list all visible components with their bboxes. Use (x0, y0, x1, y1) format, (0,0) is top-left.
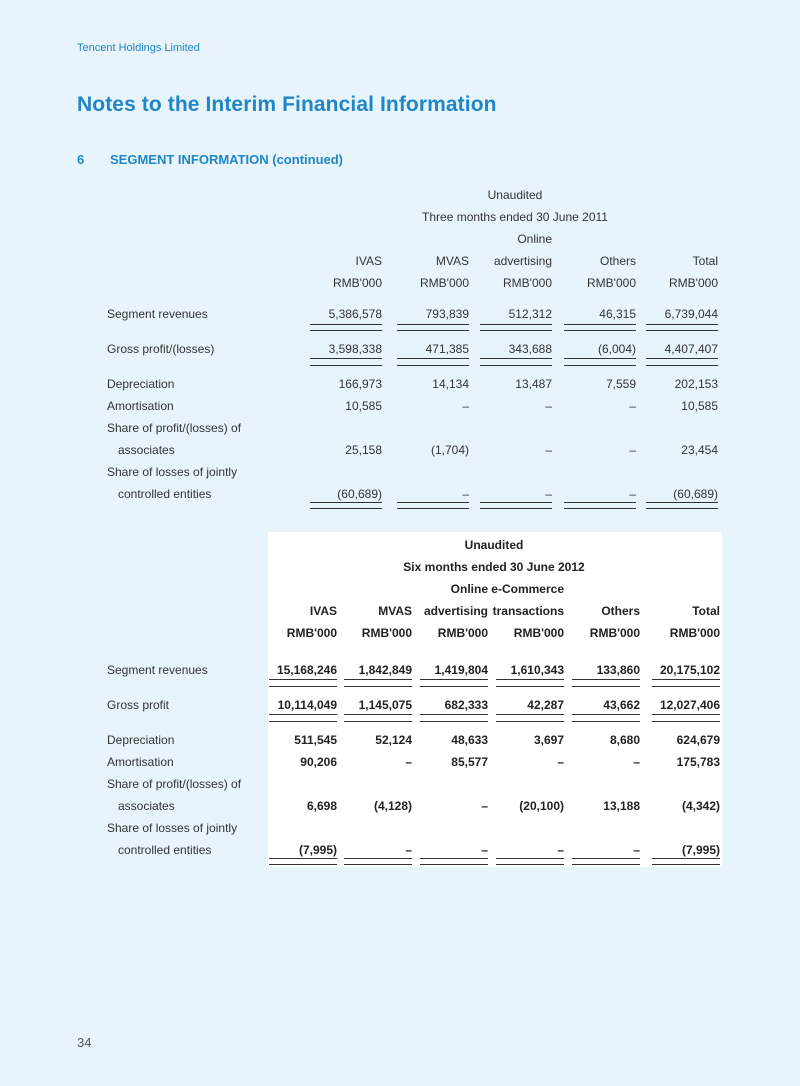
page-number: 34 (77, 1035, 92, 1050)
underline-rule (420, 714, 488, 715)
underline-rule (344, 679, 412, 680)
underline-rule (310, 508, 382, 509)
table-cell: 133,860 (596, 663, 640, 677)
underline-rule (397, 365, 469, 366)
row-label-continued: controlled entities (118, 843, 212, 857)
table-cell: (20,100) (519, 799, 564, 813)
page-title: Notes to the Interim Financial Information (77, 93, 497, 116)
table-cell: 202,153 (674, 377, 718, 391)
table-cell: (6,004) (597, 342, 636, 356)
column-unit: RMB'000 (513, 626, 564, 640)
table-cell: 10,585 (345, 399, 382, 413)
underline-rule (496, 686, 564, 687)
table-cell: 15,168,246 (276, 663, 337, 677)
underline-rule (572, 679, 640, 680)
underline-rule (646, 324, 718, 325)
table-cell: 3,697 (533, 733, 564, 747)
table-cell: – (629, 487, 636, 501)
section-number: 6 (77, 152, 85, 167)
row-label-continued: associates (118, 799, 175, 813)
underline-rule (572, 714, 640, 715)
underline-rule (420, 686, 488, 687)
table-cell: 5,386,578 (328, 307, 382, 321)
underline-rule (564, 365, 636, 366)
table-cell: – (633, 843, 640, 857)
table-cell: (4,128) (373, 799, 412, 813)
underline-rule (480, 365, 552, 366)
table-cell: – (633, 755, 640, 769)
underline-rule (564, 508, 636, 509)
row-label: Gross profit/(losses) (107, 342, 215, 356)
underline-rule (480, 330, 552, 331)
table-cell: 42,287 (527, 698, 564, 712)
underline-rule (564, 358, 636, 359)
table-period-label: Three months ended 30 June 2011 (422, 210, 608, 224)
underline-rule (397, 324, 469, 325)
table-cell: 7,559 (605, 377, 636, 391)
table-cell: 12,027,406 (659, 698, 720, 712)
row-label: Amortisation (107, 399, 174, 413)
table-cell: 48,633 (451, 733, 488, 747)
underline-rule (646, 365, 718, 366)
row-label: Share of profit/(losses) of (107, 777, 242, 791)
table-cell: – (405, 755, 412, 769)
underline-rule (344, 721, 412, 722)
underline-rule (420, 864, 488, 865)
table-cell: 3,598,338 (328, 342, 382, 356)
underline-rule (310, 502, 382, 503)
column-header: transactions (492, 604, 564, 618)
row-label: Share of losses of jointly (107, 465, 238, 479)
column-header-top: Online (450, 582, 488, 596)
underline-rule (420, 858, 488, 859)
table-cell: 10,585 (681, 399, 718, 413)
row-label: Segment revenues (107, 663, 208, 677)
underline-rule (397, 502, 469, 503)
table-cell: 1,145,075 (358, 698, 412, 712)
table-cell: (60,689) (673, 487, 718, 501)
table-cell: 90,206 (300, 755, 337, 769)
row-label: Share of profit/(losses) of (107, 421, 242, 435)
column-header-top: Online (517, 232, 552, 246)
row-label: Gross profit (107, 698, 170, 712)
table-cell: – (481, 843, 488, 857)
underline-rule (564, 324, 636, 325)
column-unit: RMB'000 (437, 626, 488, 640)
table-cell: 23,454 (681, 443, 718, 457)
underline-rule (269, 721, 337, 722)
column-header: advertising (493, 254, 552, 268)
table-cell: – (481, 799, 488, 813)
row-label: Depreciation (107, 733, 175, 747)
underline-rule (572, 864, 640, 865)
underline-rule (646, 358, 718, 359)
underline-rule (572, 721, 640, 722)
table-cell: (60,689) (337, 487, 382, 501)
column-header-top: e-Commerce (491, 582, 564, 596)
underline-rule (646, 330, 718, 331)
table-audit-label: Unaudited (487, 188, 543, 202)
table-cell: (7,995) (681, 843, 720, 857)
underline-rule (344, 686, 412, 687)
table-cell: 85,577 (451, 755, 488, 769)
underline-rule (652, 686, 720, 687)
table-audit-label: Unaudited (464, 538, 524, 552)
underline-rule (480, 358, 552, 359)
underline-rule (269, 858, 337, 859)
table-cell: 682,333 (444, 698, 488, 712)
table-cell: 1,842,849 (358, 663, 412, 677)
underline-rule (310, 358, 382, 359)
underline-rule (646, 508, 718, 509)
underline-rule (269, 864, 337, 865)
underline-rule (652, 679, 720, 680)
table-cell: – (545, 487, 552, 501)
table-cell: – (557, 755, 564, 769)
table-cell: (1,704) (430, 443, 469, 457)
table-cell: – (405, 843, 412, 857)
section-heading (77, 152, 343, 167)
table-cell: 8,680 (609, 733, 640, 747)
column-header: advertising (423, 604, 488, 618)
column-header: MVAS (435, 254, 469, 268)
underline-rule (344, 714, 412, 715)
column-header: IVAS (355, 254, 382, 268)
underline-rule (496, 858, 564, 859)
table-cell: 4,407,407 (664, 342, 718, 356)
table-cell: 14,134 (432, 377, 469, 391)
table-cell: 175,783 (676, 755, 720, 769)
table-cell: – (629, 399, 636, 413)
table-cell: 471,385 (425, 342, 469, 356)
underline-rule (652, 864, 720, 865)
underline-rule (572, 686, 640, 687)
column-unit: RMB'000 (420, 276, 469, 290)
section-title: SEGMENT INFORMATION (continued) (110, 152, 344, 167)
company-name: Tencent Holdings Limited (77, 42, 200, 54)
table-cell: 13,188 (603, 799, 640, 813)
table-cell: 25,158 (345, 443, 382, 457)
table-cell: 43,662 (603, 698, 640, 712)
table-cell: (4,342) (681, 799, 720, 813)
table-cell: 1,610,343 (510, 663, 564, 677)
column-unit: RMB'000 (361, 626, 412, 640)
underline-rule (420, 721, 488, 722)
underline-rule (480, 508, 552, 509)
row-label: Depreciation (107, 377, 175, 391)
underline-rule (269, 686, 337, 687)
column-unit: RMB'000 (589, 626, 640, 640)
column-header: IVAS (309, 604, 337, 618)
table-cell: 793,839 (425, 307, 469, 321)
underline-rule (652, 714, 720, 715)
row-label: Share of losses of jointly (107, 821, 238, 835)
underline-rule (269, 714, 337, 715)
underline-rule (344, 864, 412, 865)
table-cell: 13,487 (515, 377, 552, 391)
column-unit: RMB'000 (333, 276, 382, 290)
underline-rule (496, 679, 564, 680)
table-cell: 10,114,049 (277, 698, 337, 712)
column-header: MVAS (378, 604, 412, 618)
table-cell: – (545, 443, 552, 457)
table-cell: 20,175,102 (659, 663, 720, 677)
column-header: Others (599, 254, 636, 268)
underline-rule (480, 502, 552, 503)
table-cell: – (545, 399, 552, 413)
table-cell: – (462, 399, 469, 413)
underline-rule (397, 330, 469, 331)
table-cell: 512,312 (508, 307, 552, 321)
row-label: Amortisation (107, 755, 174, 769)
column-unit: RMB'000 (669, 626, 720, 640)
underline-rule (420, 679, 488, 680)
underline-rule (397, 358, 469, 359)
row-label-continued: associates (118, 443, 175, 457)
underline-rule (496, 714, 564, 715)
column-header: Total (692, 254, 718, 268)
table-cell: 6,739,044 (664, 307, 718, 321)
column-header: Others (601, 604, 640, 618)
column-unit: RMB'000 (669, 276, 718, 290)
row-label: Segment revenues (107, 307, 208, 321)
table-period-label: Six months ended 30 June 2012 (403, 560, 585, 574)
table-cell: 166,973 (338, 377, 382, 391)
table-cell: 46,315 (599, 307, 636, 321)
underline-rule (652, 721, 720, 722)
table-cell: 343,688 (508, 342, 552, 356)
column-header: Total (692, 604, 720, 618)
table-cell: (7,995) (298, 843, 337, 857)
underline-rule (310, 330, 382, 331)
row-label-continued: controlled entities (118, 487, 212, 501)
underline-rule (496, 864, 564, 865)
table-cell: – (557, 843, 564, 857)
underline-rule (564, 330, 636, 331)
underline-rule (344, 858, 412, 859)
underline-rule (480, 324, 552, 325)
table-cell: – (462, 487, 469, 501)
column-unit: RMB'000 (286, 626, 337, 640)
table-cell: 624,679 (676, 733, 720, 747)
column-unit: RMB'000 (587, 276, 636, 290)
underline-rule (269, 679, 337, 680)
table-cell: 1,419,804 (434, 663, 488, 677)
underline-rule (310, 365, 382, 366)
underline-rule (496, 721, 564, 722)
underline-rule (652, 858, 720, 859)
underline-rule (572, 858, 640, 859)
table-cell: 52,124 (375, 733, 412, 747)
underline-rule (646, 502, 718, 503)
table-cell: – (629, 443, 636, 457)
underline-rule (310, 324, 382, 325)
table-cell: 511,545 (294, 733, 337, 747)
underline-rule (397, 508, 469, 509)
table-cell: 6,698 (306, 799, 337, 813)
underline-rule (564, 502, 636, 503)
column-unit: RMB'000 (503, 276, 552, 290)
